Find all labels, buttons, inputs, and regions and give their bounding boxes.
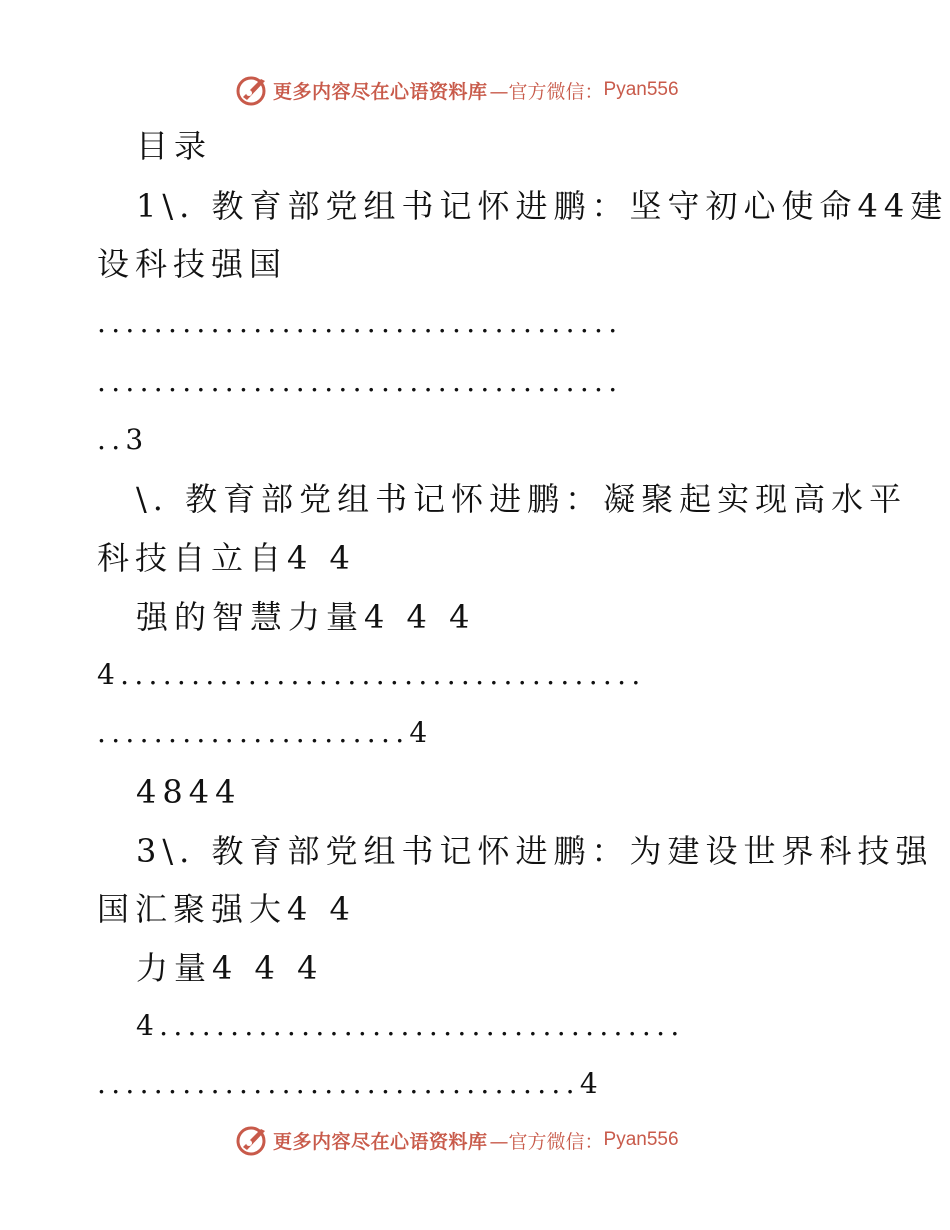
banner-contact-text: —官方微信： — [489, 80, 604, 103]
toc-entry-3-line-3: 力量4 4 4 — [136, 949, 324, 987]
toc-entry-2-extra: 4844 — [136, 773, 242, 811]
toc-entry-2-leader-1: 4..................................... — [97, 658, 646, 691]
banner-contact-text: —官方微信： — [489, 1130, 604, 1153]
toc-entry-2-line-2: 科技自立自4 4 — [97, 539, 356, 577]
toc-entry-2-line-3: 强的智慧力量4 4 4 — [136, 598, 476, 636]
toc-entry-1-line-2: 设科技强国 — [97, 245, 288, 283]
toc-entry-2-line-1: \. 教育部党组书记怀进鹏：凝聚起实现高水平 — [136, 480, 908, 518]
toc-entry-2-leader-2: ......................4 — [97, 716, 433, 749]
toc-title: 目录 — [136, 127, 213, 165]
toc-entry-3-leader-1: 4..................................... — [136, 1009, 685, 1042]
brush-logo-icon — [235, 1123, 269, 1157]
toc-entry-3-leader-2: ..................................4 — [97, 1067, 603, 1100]
toc-entry-1-page: ..3 — [97, 423, 149, 456]
toc-entry-3-line-2: 国汇聚强大4 4 — [97, 890, 356, 928]
brush-logo-icon — [235, 73, 269, 107]
banner-brand-text: 更多内容尽在心语资料库 — [273, 80, 488, 103]
header-watermark-banner — [0, 70, 950, 110]
toc-entry-3-line-1: 3\. 教育部党组书记怀进鹏：为建设世界科技强 — [136, 832, 934, 870]
banner-handle-text: Pyan556 — [603, 1129, 679, 1150]
toc-entry-1-leader-2: ..................................... — [97, 365, 623, 398]
banner-brand-text: 更多内容尽在心语资料库 — [273, 1130, 488, 1153]
toc-entry-1-leader-1: ..................................... — [97, 306, 623, 339]
footer-watermark-banner — [0, 1120, 950, 1160]
toc-entry-1-line-1: 1\. 教育部党组书记怀进鹏：坚守初心使命44建 — [136, 187, 949, 225]
banner-handle-text: Pyan556 — [603, 79, 679, 100]
